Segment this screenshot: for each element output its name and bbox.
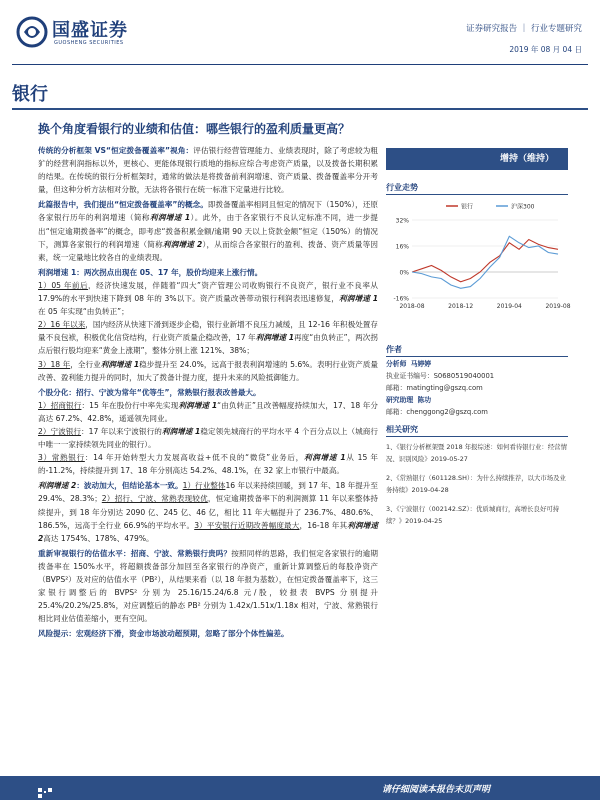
- contact-email[interactable]: 邮箱：chenggong2@gszq.com: [386, 408, 488, 416]
- header-divider: [12, 64, 588, 65]
- report-date: 2019 年 08 月 04 日: [509, 45, 582, 54]
- related-item[interactable]: 3、《宁波银行（002142.SZ）：优质城商行，高增长良好可持续？》2019-04-25: [386, 505, 560, 525]
- author-section-title: 作者: [386, 345, 402, 354]
- contact-row: 研究助理 陈功: [386, 396, 432, 404]
- x-tick-label: 2019-04: [496, 303, 522, 310]
- report-subtitle: 换个角度看银行的业绩和估值：哪些银行的盈利质量更高？: [38, 122, 351, 136]
- y-tick-label: 16%: [395, 243, 409, 251]
- paragraph-concept: 此篇报告中，我们提出“恒定拨备覆盖率”的概念。即拨备覆盖率相同且恒定的情况下（150%），还原各家银行历年的利润增速（简称利润增速 1）。此外，由于各家银行不良认定标准不同，进一步提出“恒定逾期拨备率”的概念，即考虑“拨备积累金额/逾期 90 天以上贷款金额”恒定（150%）的情况下，测算各家银行的利润增速（简称利润增速 2），从而综合各家银行的盈利、拨备、资产质量等因素，统一定量地比较各自的业绩表现。: [38, 200, 379, 262]
- qr-code-icon: [38, 788, 52, 798]
- related-item[interactable]: 2、《常熟银行（601128.SH）：为什么持续推荐，以大市场及业务持续》2019-04-28: [386, 474, 566, 494]
- paragraph-risk: 风险提示：宏观经济下滑，资金市场波动超预期，忽略了部分个体性偏差。: [38, 629, 289, 639]
- page-footer: [0, 776, 600, 800]
- analyst-row: 分析师 马婷婷: [386, 360, 432, 368]
- report-body: [38, 144, 378, 642]
- related-research-list: [386, 442, 568, 527]
- logo-text: 国盛证券: [52, 20, 128, 41]
- x-tick-label: 2018-12: [448, 303, 474, 310]
- trend-chart-svg: [386, 196, 571, 318]
- y-tick-label: 32%: [395, 217, 409, 225]
- logo-text-en: GUOSHENG SECURITIES: [54, 40, 124, 46]
- analyst-email[interactable]: 邮箱：matingting@gszq.com: [386, 384, 483, 392]
- footer-disclaimer: 请仔细阅读本报告末页声明: [381, 785, 490, 795]
- related-item[interactable]: 1、《银行分析框架暨 2018 年报综述：如何看待银行业：经营情况、识别风险》2019-05-27: [386, 443, 567, 463]
- report-type: 证券研究报告 ｜ 行业专题研究: [466, 24, 582, 34]
- related-section-title: 相关研究: [386, 425, 418, 434]
- y-tick-label: 0%: [399, 269, 409, 277]
- company-logo: [12, 14, 182, 54]
- author-info: [386, 358, 568, 418]
- paragraph-framework: 传统的分析框架 VS“恒定拨备覆盖率”视角：评估银行经营管理能力、业绩表现时，除了考虑较为粗犷的经营利润指标以外，更核心、更能体现银行质地的指标应综合考虑资产质量，以及拨备长期积累的结果。在传统的银行分析框架时，通常的做法是将拨备前利润增速、资产质量、拨备覆盖率分开考量，但这种分析方法相对分散，无法将各银行在统一标准下定量进行比较。: [38, 146, 378, 195]
- logo-emblem-icon: [16, 16, 48, 48]
- paragraph-turning-points: 利润增速 1：两次拐点出现在 05、17 年，股价均迎来上涨行情。 1）05 年前后，经济快速发展，伴随着“四大”资产管理公司收购银行不良资产，银行业不良率从 17.9%的水平到快速下降到 08 年的 3%以下。资产质量改善带动银行利润表迅速修复，利润增速 1在 05 年实现“由负转正”； 2）16 年以来，国内经济从快速下滑到逐步企稳，银行业新增不良压力减缓，且 12-16 年积极处置存量不良包袱，积极优化信贷结构，行业资产质量企稳改善，17 年利润增速 1再度“由负转正”，两次拐点后银行股均迎来“黄金上涨期”，整体分别上涨 121%、38%； 3）18 年，全行业利润增速 1稳步提升至 24.0%，远高于报表利润增速的 5.6%。表明行业资产质量改善、盈利能力提升的同时，加大了拨备计提力度，提升未来的风险抵御能力。: [38, 267, 378, 382]
- paragraph-valuation: 重新审视银行的估值水平：招商、宁波、常熟银行贵吗？按照同样的思路，我们恒定各家银行的逾期拨备率在 150%水平，将超额拨备部分加回至各家银行的净资产，重新计算调整后的每股净资产（BVPS²）及对应的估值水平（PB²），从结果来看（以 18 年报为基数），在恒定拨备覆盖率下，这三家银行调整后的 BVPS² 分别为 25.16/15.24/6.8 元/股，较报表 BVPS 分别提升 25.4%/20.2%/25.8%，对应调整后的静态 PB² 分别为 1.42x/1.51x/1.18x 相对，宁波、常熟银行相比同业估值差缩小，更有空间。: [38, 548, 379, 624]
- x-tick-label: 2018-08: [399, 303, 425, 310]
- trend-divider: [386, 194, 568, 195]
- title-divider: [12, 108, 588, 110]
- author-divider: [386, 356, 568, 357]
- x-tick-label: 2019-08: [545, 303, 571, 310]
- legend-label: 银行: [461, 203, 474, 211]
- trend-section-title: 行业走势: [386, 183, 418, 192]
- related-divider: [386, 436, 568, 437]
- industry-trend-chart: [386, 196, 571, 318]
- rating-badge: 增持（维持）: [386, 148, 568, 170]
- paragraph-profit-growth-2: 利润增速 2：波动加大，但结论基本一致。1）行业整体16 年以来持续回暖，到 17 年、18 年提升至 29.4%、28.3%；2）招行、宁波、常熟表现较优，恒定逾期拨备率下的利润测算 11 年以来整体持续提升，到 18 年分别达 2090 亿、245 亿、46 亿，相比 11 年大幅提升了 236.7%、480.6%、186.5%，远高于全行业 66.9%的平均水平。3）平安银行近期改善幅度最大，16-18 年其利润增速 2高达 1754%、178%、479%。: [38, 481, 378, 543]
- y-tick-label: -16%: [393, 295, 409, 303]
- page-title: 银行: [12, 84, 48, 105]
- analyst-cert: 执业证书编号：S0680519040001: [386, 372, 495, 380]
- paragraph-stock-divergence: 个股分化：招行、宁波为常年“优等生”，常熟银行报表改善最大。 1）招商银行：15 年在股份行中率先实现利润增速 1“由负转正”且改善幅度持续加大，17、18 年分高达 67.2%、42.8%，遥遥领先同业。 2）宁波银行：17 年以来宁波银行的利润增速 1稳定领先城商行的平均水平 4 个百分点以上（城商行中唯一一家持续领先同业的银行）。 3）常熟银行：14 年开始转型大力发展高收益+低不良的“微贷”业务后，利润增速 1从 15 年的-11.2%，持续提升到 17、18 年分别高达 54.2%、48.1%，在 32 家上市银行中最高。: [38, 387, 378, 476]
- legend-label: 沪深300: [511, 203, 535, 211]
- series-line-1: [412, 236, 558, 288]
